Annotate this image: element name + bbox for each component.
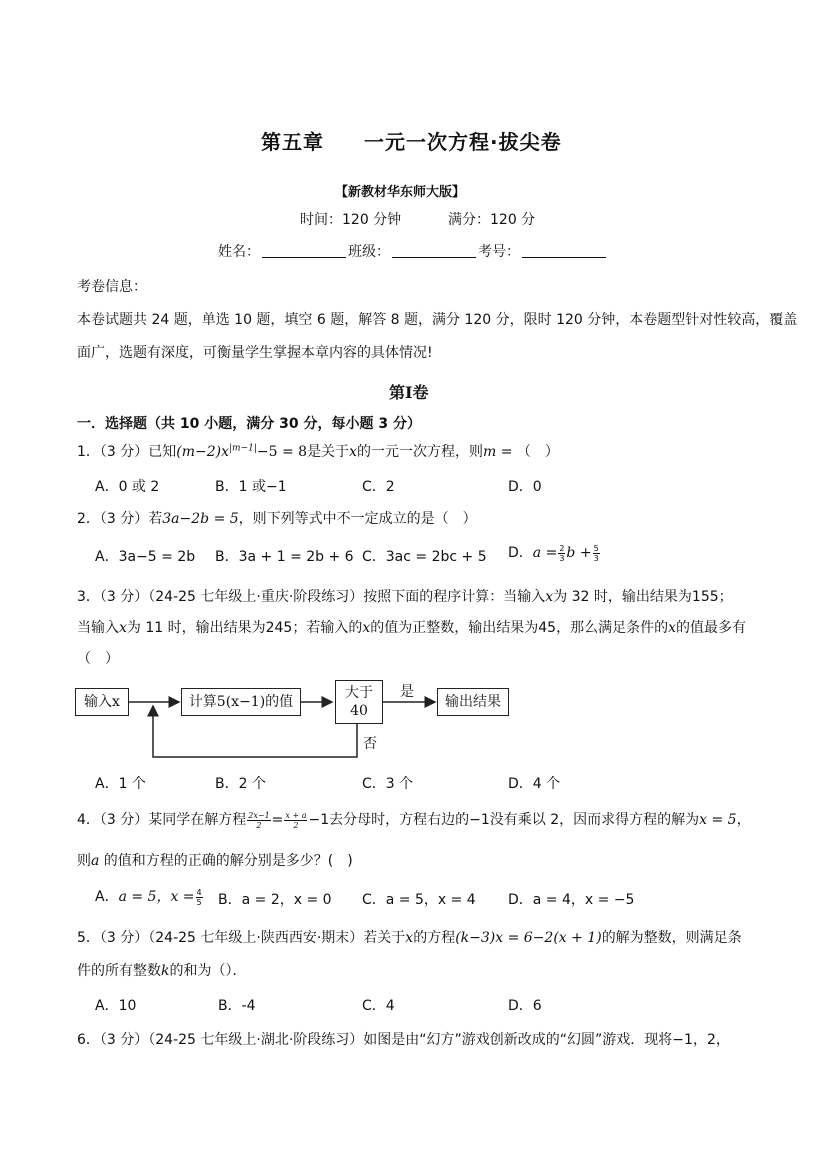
q2-d-f2-den: 3	[593, 553, 599, 563]
q2-d-fraction-2	[593, 544, 600, 563]
q4-option-b[interactable]: B．a = 2，x = 0	[218, 892, 332, 908]
q1-number: 1．（3 分）已知	[77, 444, 177, 460]
q2-d-f1-num: 2	[559, 543, 565, 553]
q5-text-1b: 的方程	[413, 930, 456, 946]
q5-text-2b: 的和为（）．	[169, 963, 247, 979]
question-5-line-1	[77, 927, 742, 947]
q4-a-fraction	[196, 888, 203, 907]
q1-exponent: |m−1|	[229, 443, 257, 454]
q3-option-b[interactable]: B．2 个	[215, 776, 266, 792]
q3-text-1b: 为 32 时，输出结果为155；	[553, 589, 733, 605]
question-1	[77, 441, 559, 461]
chapter-label: 第五章	[261, 130, 324, 154]
question-3-line-1	[77, 586, 733, 606]
q2-d-f2-num: 5	[593, 543, 599, 553]
q4-text-1a: 4．（3 分）某同学在解方程	[77, 812, 247, 828]
q4-f2-num: x + a	[285, 810, 307, 820]
q4-text-2a: 则	[77, 853, 91, 869]
q1-text-1: 是关于	[307, 444, 350, 460]
number-blank[interactable]	[522, 257, 606, 258]
q5-option-d[interactable]: D．6	[508, 998, 542, 1014]
q3-var-x-1: x	[545, 589, 554, 605]
info-line-2: 面广，选题有深度，可衡量学生掌握本章内容的具体情况!	[77, 345, 433, 361]
q2-expr: 3a−2b = 5	[162, 511, 239, 527]
q2-d-f1-den: 3	[559, 553, 565, 563]
q3-option-a[interactable]: A．1 个	[95, 776, 146, 792]
q4-option-a[interactable]	[95, 886, 204, 907]
q5-option-a[interactable]: A．10	[95, 998, 137, 1014]
part-heading: 一．选择题（共 10 小题，满分 30 分，每小题 3 分）	[77, 416, 421, 432]
q4-text-2c: 的值和方程的正确的解分别是多少？( )	[99, 853, 353, 869]
q2-tail: ，则下列等式中不一定成立的是（ ）	[238, 511, 477, 527]
edition-label: 【新教材华东师大版】	[335, 185, 466, 200]
number-label: 考号：	[478, 244, 520, 260]
q4-a-expr: a = 5，x =	[118, 889, 195, 905]
q2-d-lhs: a =	[532, 545, 558, 561]
q3-text-1a: 3．（3 分）（24-25 七年级上·重庆·阶段练习）按照下面的程序计算：当输入	[77, 589, 546, 605]
q5-var-k: k	[161, 963, 170, 979]
question-4-line-2	[77, 850, 353, 870]
volume-heading: 第Ⅰ卷	[389, 383, 429, 402]
q4-a-num: 4	[196, 887, 202, 897]
q2-d-fraction-1	[558, 544, 565, 563]
q4-option-c[interactable]: C．a = 5，x = 4	[362, 892, 476, 908]
q4-f1-den: 2	[256, 820, 262, 830]
question-3-line-2	[77, 617, 746, 637]
q4-equals: =	[271, 812, 284, 828]
q1-option-d[interactable]: D．0	[508, 479, 542, 495]
flow-compare-bottom: 40	[350, 703, 368, 719]
q2-number: 2．（3 分）若	[77, 511, 163, 527]
q5-equation: (k−3)x = 6−2(x + 1)	[455, 930, 602, 946]
q2-d-mid: b +	[566, 545, 592, 561]
q4-solution-expr: x = 5	[699, 812, 737, 828]
name-blank[interactable]	[262, 257, 346, 258]
q4-fraction-1	[247, 811, 270, 830]
time-label: 时间：120 分钟	[300, 212, 402, 228]
name-label: 姓名：	[218, 244, 260, 260]
q2-d-label: D．	[508, 545, 533, 561]
info-heading: 考卷信息：	[77, 279, 147, 295]
q3-var-x-4: x	[668, 620, 676, 636]
page-title	[261, 126, 562, 155]
score-label: 满分：120 分	[448, 212, 536, 228]
q2-option-c[interactable]: C．3ac = 2bc + 5	[362, 549, 487, 565]
q3-var-x-2: x	[119, 620, 127, 636]
q4-fraction-2	[284, 811, 307, 830]
q5-text-1c: 的解为整数，则满足条	[601, 930, 742, 946]
question-6-line-1: 6．（3 分）（24-25 七年级上·湖北·阶段练习）如图是由“幻方”游戏创新改成的“幻圆”游戏．现将−1，2，	[77, 1032, 730, 1048]
class-label: 班级：	[348, 244, 390, 260]
question-3-line-3: （ ）	[77, 651, 119, 667]
q2-option-b[interactable]: B．3a + 1 = 2b + 6	[215, 549, 354, 565]
question-2	[77, 508, 477, 528]
q4-option-d[interactable]: D．a = 4，x = −5	[508, 892, 635, 908]
q1-option-a[interactable]: A．0 或 2	[95, 479, 160, 495]
flow-output-box: 输出结果	[437, 688, 509, 716]
question-5-line-2	[77, 960, 246, 980]
q3-text-2b: 为 11 时，输出结果为245；若输入的	[126, 620, 363, 636]
q4-f1-num: 2x−1	[248, 810, 270, 820]
q5-option-b[interactable]: B．-4	[218, 998, 256, 1014]
flow-compute-box: 计算5(x−1)的值	[181, 688, 301, 716]
flow-compare-top: 大于	[345, 685, 373, 701]
q5-text-2a: 件的所有整数	[77, 963, 161, 979]
q2-option-a[interactable]: A．3a−5 = 2b	[95, 549, 196, 565]
flow-no-label: 否	[363, 736, 377, 752]
q4-text-1b: −1去分母时，方程右边的−1没有乘以 2，因而求得方程的解为	[308, 812, 700, 828]
q5-var-x: x	[405, 930, 414, 946]
q2-option-d[interactable]	[508, 542, 601, 563]
q3-text-2a: 当输入	[77, 620, 119, 636]
q3-option-c[interactable]: C．3 个	[362, 776, 414, 792]
q4-a-label: A．	[95, 889, 119, 905]
q4-text-1d: ，	[736, 812, 751, 828]
q5-option-c[interactable]: C．4	[362, 998, 395, 1014]
q3-option-d[interactable]: D．4 个	[508, 776, 561, 792]
q1-text-3: = （ ）	[496, 444, 559, 460]
title-text: 一元一次方程·拔尖卷	[364, 130, 562, 154]
q3-text-2d: 的值最多有	[675, 620, 746, 636]
q1-expr-rest: −5 = 8	[256, 444, 308, 460]
info-line-1: 本卷试题共 24 题，单选 10 题，填空 6 题，解答 8 题，满分 120 分，限时 120 分钟，本卷题型针对性较高，覆盖	[77, 312, 798, 328]
q3-text-2c: 的值为正整数，输出结果为45，那么满足条件的	[370, 620, 669, 636]
q1-option-b[interactable]: B．1 或−1	[215, 479, 287, 495]
q4-var-a: a	[91, 853, 100, 869]
q4-a-den: 5	[196, 897, 202, 907]
student-fields	[218, 241, 608, 261]
q4-f2-den: 2	[293, 820, 299, 830]
q1-expr-base: (m−2)x	[176, 444, 229, 460]
class-blank[interactable]	[392, 257, 476, 258]
q1-var-x: x	[349, 444, 357, 460]
q1-var-m: m	[482, 444, 497, 460]
flow-input-box: 输入x	[75, 688, 129, 716]
flow-compare-box	[335, 680, 383, 724]
q1-text-2: 的一元一次方程，则	[356, 444, 483, 460]
flow-yes-label: 是	[400, 684, 414, 700]
q1-option-c[interactable]: C．2	[362, 479, 395, 495]
q5-text-1a: 5．（3 分）（24-25 七年级上·陕西西安·期末）若关于	[77, 930, 406, 946]
q3-var-x-3: x	[362, 620, 371, 636]
question-4-line-1	[77, 809, 751, 830]
